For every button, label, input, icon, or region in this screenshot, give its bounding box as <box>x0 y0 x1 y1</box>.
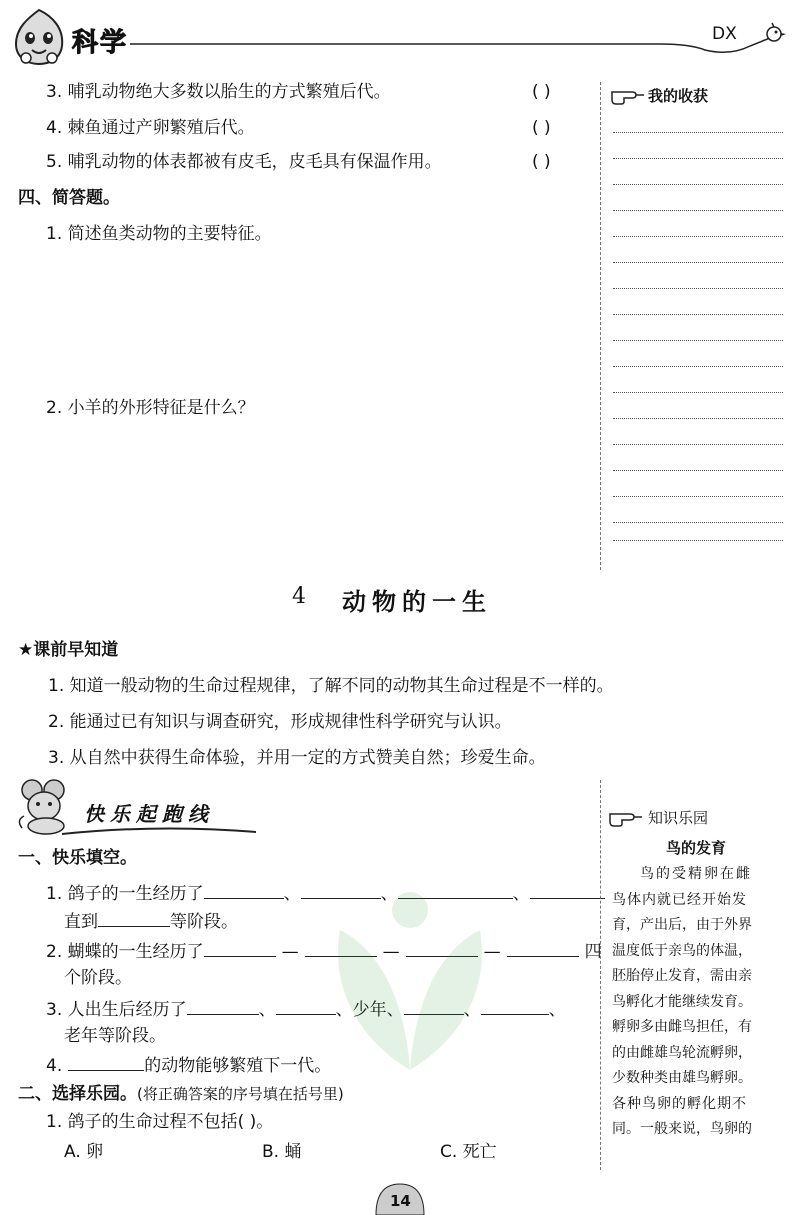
choice-option-a[interactable]: A. 卵 <box>64 1142 104 1162</box>
fill-q1-text-c: 等阶段。 <box>170 912 238 932</box>
blank[interactable] <box>204 880 284 899</box>
choice-heading-row <box>18 1082 344 1106</box>
blank[interactable] <box>398 880 513 899</box>
tf-paren-3[interactable]: ( ) <box>532 82 551 102</box>
dash: — <box>483 942 501 962</box>
fill-q2-line2: 个阶段。 <box>64 968 132 988</box>
pointing-hand-icon <box>608 806 644 828</box>
blank[interactable] <box>406 938 478 957</box>
chapter-title: 动物的一生 <box>342 588 492 616</box>
fill-q1-line1 <box>46 880 605 906</box>
header-rule <box>130 30 790 54</box>
blank[interactable] <box>305 938 377 957</box>
preview-item-2: 2. 能通过已有知识与调查研究，形成规律性科学研究与认识。 <box>48 712 512 732</box>
sidebar-bottom-title: 知识乐园 <box>648 809 709 827</box>
fill-heading: 一、快乐填空。 <box>18 848 137 868</box>
blank[interactable] <box>98 908 170 927</box>
choice-heading: 二、选择乐园。 <box>18 1084 137 1104</box>
fill-q4 <box>46 1052 331 1078</box>
tf-item-4: 4. 棘鱼通过产卵繁殖后代。 <box>46 118 255 138</box>
choice-option-b[interactable]: B. 蛹 <box>262 1142 302 1162</box>
fill-q4-num: 4. <box>46 1056 63 1076</box>
short-answer-heading: 四、简答题。 <box>18 188 120 208</box>
article-line: 的由雌雄鸟轮流孵卵， <box>612 1044 752 1061</box>
choice-note: (将正确答案的序号填在括号里) <box>137 1085 344 1103</box>
short-answer-q2: 2. 小羊的外形特征是什么？ <box>46 398 255 418</box>
article-line: 鸟体内就已经开始发 <box>612 891 747 908</box>
article-line: 温度低于亲鸟的体温， <box>612 942 752 959</box>
article-line: 胚胎停止发育，需由亲 <box>612 968 752 984</box>
fill-q1-line2 <box>64 908 238 934</box>
short-answer-q1: 1. 简述鱼类动物的主要特征。 <box>46 224 272 244</box>
fill-q1-text: 1. 鸽子的一生经历了 <box>46 884 204 904</box>
fill-q2-text: 2. 蝴蝶的一生经历了 <box>46 942 204 962</box>
article-line: 鸟的受精卵在雌 <box>640 866 752 882</box>
preview-heading: ★课前早知道 <box>18 640 119 660</box>
dash: — <box>281 942 299 962</box>
blank[interactable] <box>507 938 579 957</box>
sidebar-divider-top <box>600 82 601 570</box>
fill-q4-text: 的动物能够繁殖下一代。 <box>144 1056 332 1076</box>
mascot-icon <box>8 6 70 68</box>
sep: 、 <box>463 1000 481 1020</box>
choice-q1: 1. 鸽子的生命过程不包括( )。 <box>46 1112 274 1132</box>
article-title: 鸟的发育 <box>666 839 727 857</box>
blank[interactable] <box>301 880 381 899</box>
answer-area-q1[interactable] <box>46 252 586 382</box>
sidebar-top-title: 我的收获 <box>648 87 709 105</box>
fill-q3-text: 3. 人出生后经历了 <box>46 1000 187 1020</box>
article-line: 少数种类由雄鸟孵卵。 <box>612 1070 752 1086</box>
sep: 、 <box>283 884 301 904</box>
tf-item-3: 3. 哺乳动物绝大多数以胎生的方式繁殖后代。 <box>46 82 391 102</box>
preview-item-1: 1. 知道一般动物的生命过程规律，了解不同的动物其生命过程是不一样的。 <box>48 676 614 696</box>
answer-area-q2[interactable] <box>46 424 586 564</box>
page-number: 14 <box>390 1192 411 1210</box>
chapter-number: 4 <box>292 584 306 609</box>
blank[interactable] <box>530 880 605 899</box>
sidebar-divider-bottom <box>600 780 601 1170</box>
sep: 、 <box>548 1000 566 1020</box>
header <box>0 0 800 70</box>
fill-q2-text-b: 四 <box>584 942 602 962</box>
article-body <box>612 862 788 1143</box>
subject-title: 科学 <box>72 28 129 58</box>
fill-q2-line1 <box>46 938 602 964</box>
tf-paren-5[interactable]: ( ) <box>532 152 551 172</box>
article-line: 同。一般来说，鸟卵的 <box>612 1121 752 1137</box>
tf-item-5: 5. 哺乳动物的体表都被有皮毛，皮毛具有保温作用。 <box>46 152 442 172</box>
sep: 、 <box>512 884 530 904</box>
sep: 、 <box>380 884 398 904</box>
fill-q3-mid: 、少年、 <box>335 1000 404 1020</box>
tf-paren-4[interactable]: ( ) <box>532 118 551 138</box>
article-line: 鸟孵化才能继续发育。 <box>612 993 752 1010</box>
blank[interactable] <box>404 996 464 1015</box>
dash: — <box>382 942 400 962</box>
blank[interactable] <box>481 996 549 1015</box>
article-line: 各种鸟卵的孵化期不 <box>612 1095 747 1112</box>
fill-q1-text-b: 直到 <box>64 912 98 932</box>
header-code: DX <box>712 24 737 44</box>
bird-icon <box>762 22 788 44</box>
pointing-hand-icon <box>610 84 646 106</box>
sep: 、 <box>258 1000 276 1020</box>
banner-underline <box>60 820 260 840</box>
banner-title: 快乐起跑线 <box>84 802 214 826</box>
choice-option-c[interactable]: C. 死亡 <box>440 1142 497 1162</box>
fill-q3-line1 <box>46 996 566 1022</box>
article-line: 孵卵多由雌鸟担任，有 <box>612 1019 752 1035</box>
blank[interactable] <box>276 996 336 1015</box>
preview-item-3: 3. 从自然中获得生命体验，并用一定的方式赞美自然；珍爱生命。 <box>48 748 546 768</box>
blank[interactable] <box>187 996 259 1015</box>
fill-q3-line2: 老年等阶段。 <box>64 1026 166 1046</box>
blank[interactable] <box>68 1052 144 1071</box>
article-line: 育，产出后，由于外界 <box>612 917 752 933</box>
blank[interactable] <box>204 938 276 957</box>
